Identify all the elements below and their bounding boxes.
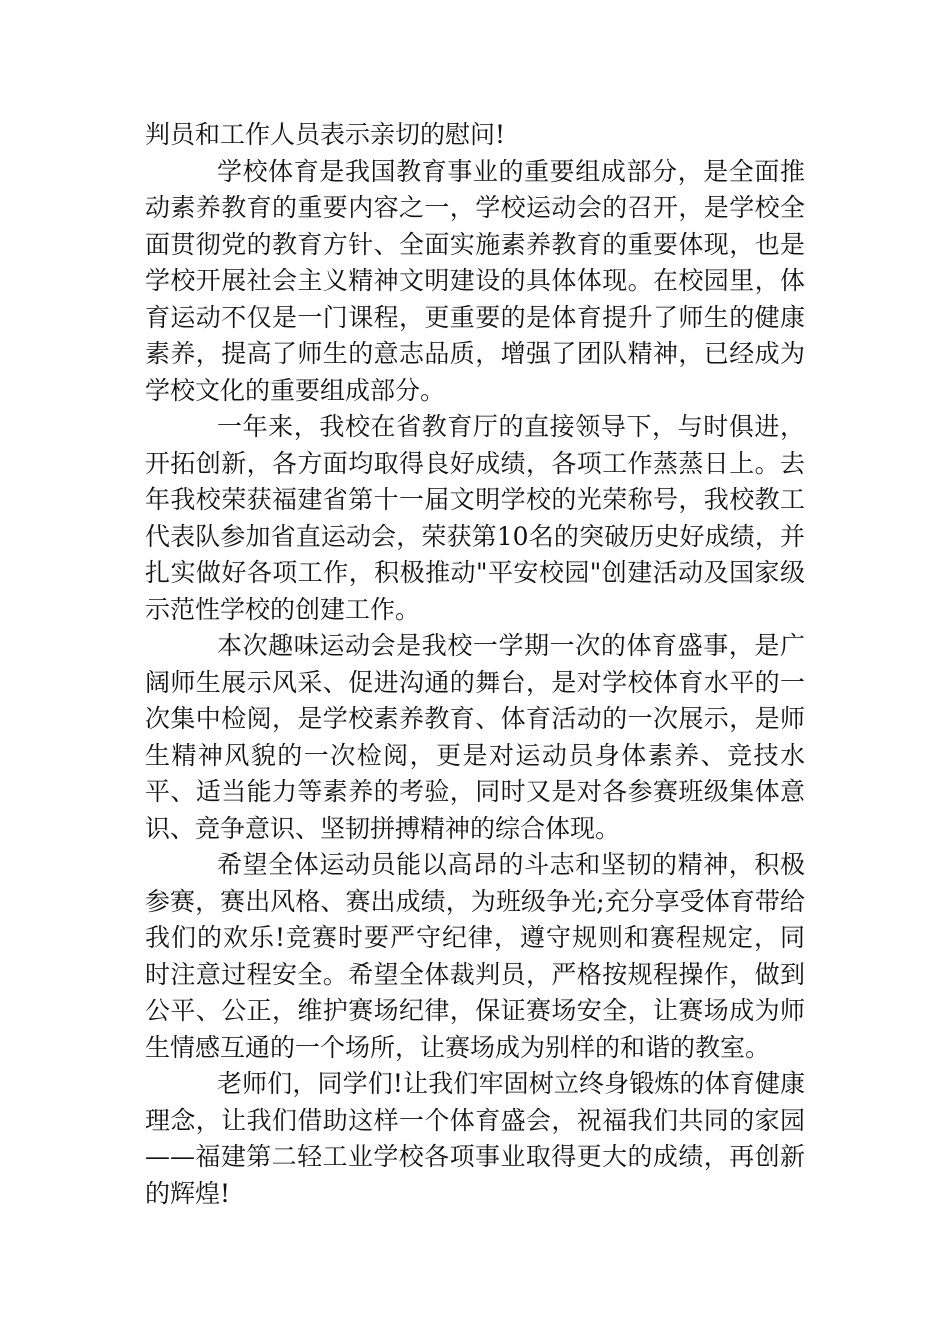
paragraph-1: 判员和工作人员表示亲切的慰问! (145, 120, 506, 149)
paragraph-4: 本次趣味运动会是我校一学期一次的体育盛事，是广阔师生展示风采、促进沟通的舞台，是对学校体育水平的一次集中检阅，是学校素养教育、体育活动的一次展示，是师生精神风貌的一次检阅，更是对运动员身体素养、竞技水平、适当能力等素养的考验，同时又是对各参赛班级集体意识、竞争意识、坚韧拼搏精神的综合体现。 (145, 631, 805, 843)
paragraph-5: 希望全体运动员能以高昂的斗志和坚韧的精神，积极参赛，赛出风格、赛出成绩，为班级争光;充分享受体育带给我们的欢乐!竞赛时要严守纪律，遵守规则和赛程规定，同时注意过程安全。希望全体裁判员，严格按规程操作，做到公平、公正，维护赛场纪律，保证赛场安全，让赛场成为师生情感互通的一个场所，让赛场成为别样的和谐的教室。 (145, 850, 805, 1062)
document-body (145, 117, 805, 1212)
paragraph-2: 学校体育是我国教育事业的重要组成部分，是全面推动素养教育的重要内容之一，学校运动会的召开，是学校全面贯彻党的教育方针、全面实施素养教育的重要体现，也是学校开展社会主义精神文明建设的具体体现。在校园里，体育运动不仅是一门课程，更重要的是体育提升了师生的健康素养，提高了师生的意志品质，增强了团队精神，已经成为学校文化的重要组成部分。 (145, 156, 805, 405)
paragraph-3: 一年来，我校在省教育厅的直接领导下，与时俱进，开拓创新，各方面均取得良好成绩，各项工作蒸蒸日上。去年我校荣获福建省第十一届文明学校的光荣称号，我校教工代表队参加省直运动会，荣获第10名的突破历史好成绩，并扎实做好各项工作，积极推动"平安校园"创建活动及国家级示范性学校的创建工作。 (145, 412, 805, 624)
paragraph-6: 老师们，同学们!让我们牢固树立终身锻炼的体育健康理念，让我们借助这样一个体育盛会，祝福我们共同的家园——福建第二轻工业学校各项事业取得更大的成绩，再创新的辉煌! (145, 1069, 805, 1208)
